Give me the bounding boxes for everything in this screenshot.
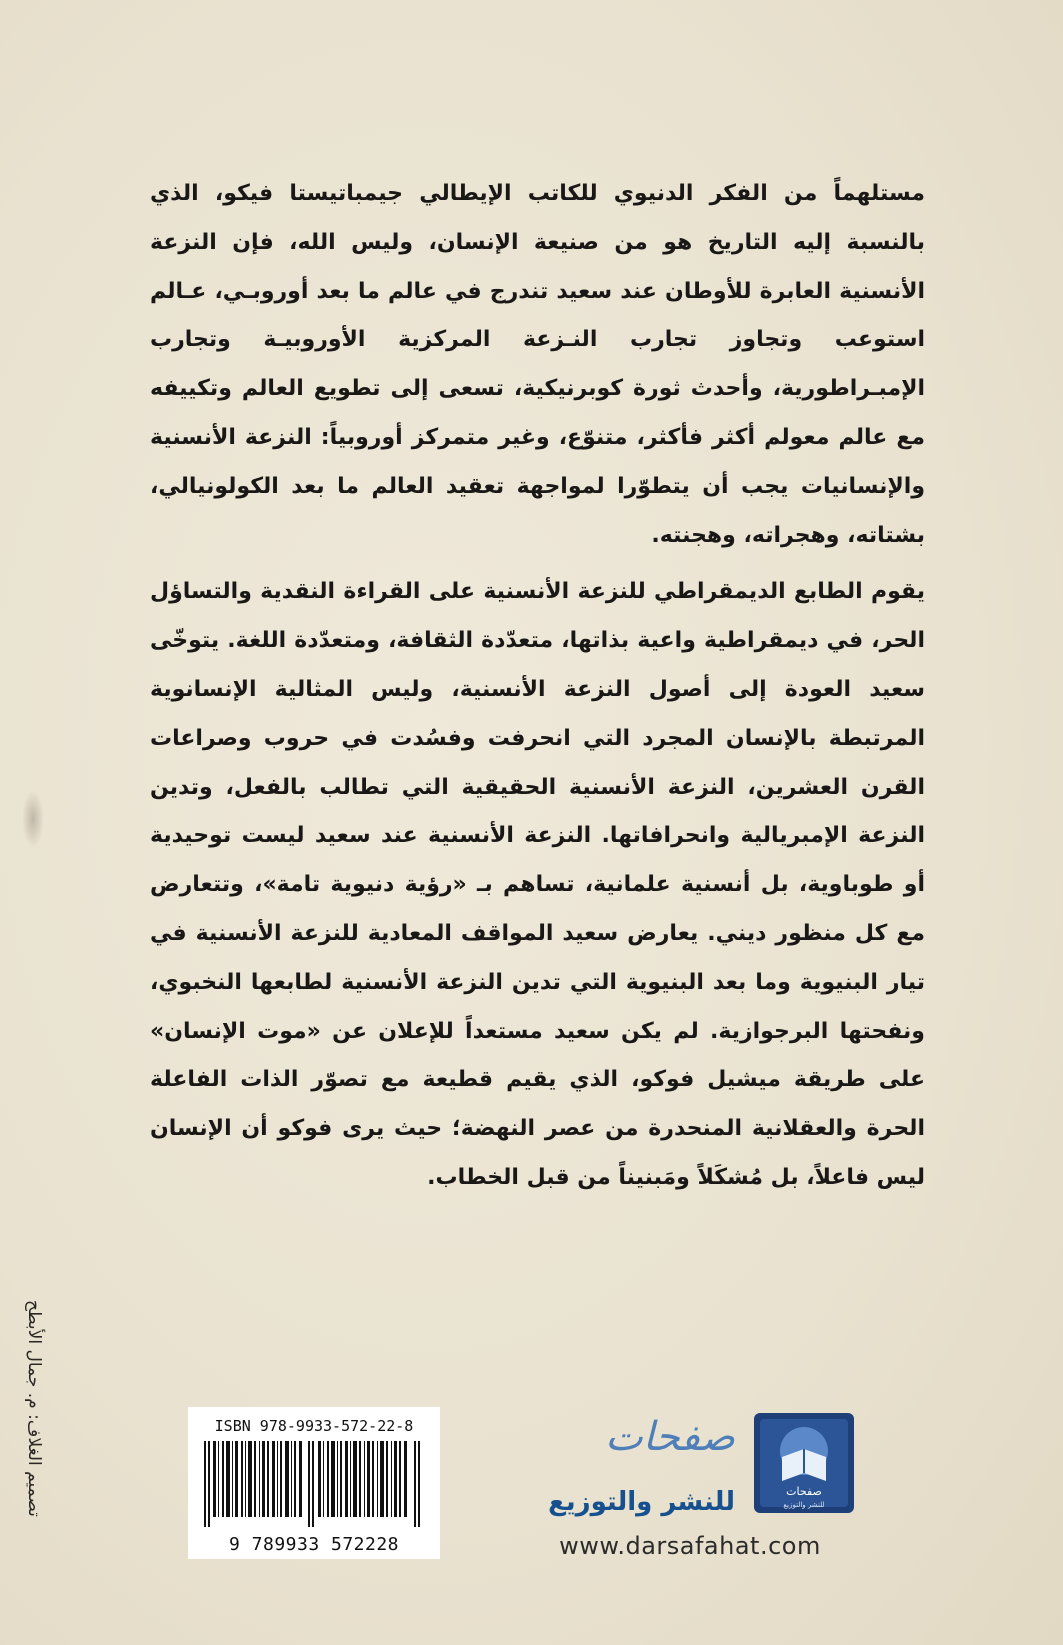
isbn-label: ISBN 978-9933-572-22-8	[214, 1417, 414, 1435]
publisher-website: www.darsafahat.com	[559, 1532, 821, 1560]
back-cover-text	[150, 170, 925, 1203]
publisher-name: صفحات	[605, 1414, 735, 1460]
emblem-subtitle: للنشر والتوزيع	[783, 1501, 825, 1509]
cover-design-credit: تصميم الغلاف: م. جمال الأبطح	[24, 1300, 44, 1517]
publisher-tagline: للنشر والتوزيع	[548, 1487, 735, 1517]
paragraph-1: مستلهماً من الفكر الدنيوي للكاتب الإيطالي جيمباتيستا فيكو، الذي بالنسبة إليه التاريخ هو من صنيعة الإنسان، وليس الله، فإن النزعة الأنسنية العابرة للأوطان عند سعيد تندرج في عالم ما بعد أوروبـي، عـالم استوعب وتجاوز تجارب النـزعة المركزية الأوروبيـة وتجارب الإمبـراطورية، وأحدث ثورة كوبرنيكية، تسعى إلى تطويع العالم وتكييفه مع عالم معولم أكثر فأكثر، متنوّع، وغير متمركز أوروبياً: النزعة الأنسنية والإنسانيات يجب أن يتطوّرا لمواجهة تعقيد العالم ما بعد الكولونيالي، بشتاته، وهجراته، وهجنته.	[150, 181, 925, 548]
emblem-name: صفحات	[786, 1485, 822, 1498]
barcode-bars	[204, 1441, 424, 1527]
publisher-logo-icon	[752, 1411, 856, 1515]
barcode-digits: 9 789933 572228	[228, 1534, 400, 1555]
cover-scuff-mark	[22, 790, 44, 848]
isbn-barcode	[188, 1407, 440, 1559]
paragraph-2: يقوم الطابع الديمقراطي للنزعة الأنسنية على القراءة النقدية والتساؤل الحر، في ديمقراطية واعية بذاتها، متعدّدة الثقافة، ومتعدّدة اللغة. يتوخّى سعيد العودة إلى أصول النزعة الأنسنية، وليس المثالية الإنسانوية المرتبطة بالإنسان المجرد التي انحرفت وفسُدت في حروب وصراعات القرن العشرين، النزعة الأنسنية الحقيقية التي تطالب بالفعل، وتدين النزعة الإمبريالية وانحرافاتها. النزعة الأنسنية عند سعيد ليست توحيدية أو طوباوية، بل أنسنية علمانية، تساهم بـ «رؤية دنيوية تامة»، وتتعارض مع كل منظور ديني. يعارض سعيد المواقف المعادية للنزعة الأنسنية في تيار البنيوية وما بعد البنيوية التي تدين النزعة الأنسنية لطابعها النخبوي، ونفحتها البرجوازية. لم يكن سعيد مستعداً للإعلان عن «موت الإنسان» على طريقة ميشيل فوكو، الذي يقيم قطيعة مع تصوّر الذات الفاعلة الحرة والعقلانية المنحدرة من عصر النهضة؛ حيث يرى فوكو أن الإنسان ليس فاعلاً، بل مُشكَلاً ومَبنيناً من قبل الخطاب.	[150, 579, 925, 1190]
